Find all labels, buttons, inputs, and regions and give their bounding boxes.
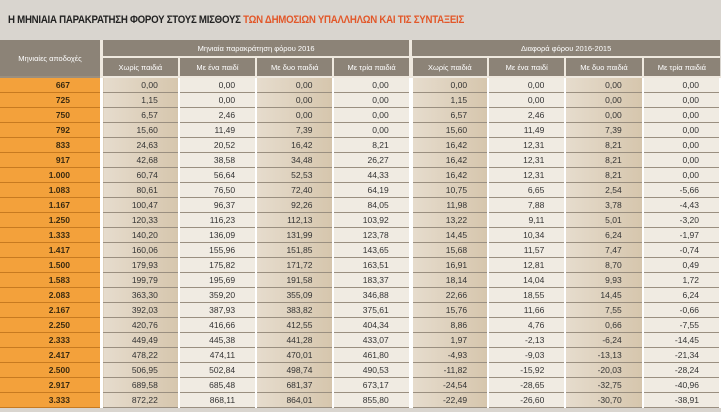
table-row xyxy=(0,183,720,198)
value-cell: 11,98 xyxy=(411,198,488,213)
value-cell: 112,13 xyxy=(256,213,333,228)
value-cell: -22,49 xyxy=(411,393,488,408)
income-cell: 792 xyxy=(0,123,102,138)
value-cell: 0,00 xyxy=(179,77,256,93)
value-cell: -24,54 xyxy=(411,378,488,393)
column-header: Με τρία παιδιά xyxy=(643,57,720,77)
value-cell: 0,00 xyxy=(179,93,256,108)
value-cell: 5,01 xyxy=(565,213,642,228)
value-cell: 116,23 xyxy=(179,213,256,228)
value-cell: 11,57 xyxy=(488,243,565,258)
value-cell: -4,93 xyxy=(411,348,488,363)
income-cell: 2.917 xyxy=(0,378,102,393)
value-cell: 12,31 xyxy=(488,168,565,183)
table-row xyxy=(0,348,720,363)
value-cell: 76,50 xyxy=(179,183,256,198)
income-cell: 3.333 xyxy=(0,393,102,408)
value-cell: -14,45 xyxy=(643,333,720,348)
value-cell: 441,28 xyxy=(256,333,333,348)
value-cell: 44,33 xyxy=(333,168,410,183)
value-cell: 22,66 xyxy=(411,288,488,303)
value-cell: 0,00 xyxy=(333,93,410,108)
value-cell: -6,24 xyxy=(565,333,642,348)
value-cell: -1,97 xyxy=(643,228,720,243)
table-row xyxy=(0,77,720,93)
value-cell: 0,00 xyxy=(256,93,333,108)
value-cell: 490,53 xyxy=(333,363,410,378)
value-cell: 363,30 xyxy=(102,288,179,303)
table-row xyxy=(0,198,720,213)
value-cell: 18,55 xyxy=(488,288,565,303)
value-cell: 420,76 xyxy=(102,318,179,333)
value-cell: 6,24 xyxy=(565,228,642,243)
value-cell: 175,82 xyxy=(179,258,256,273)
value-cell: 2,54 xyxy=(565,183,642,198)
value-cell: 18,14 xyxy=(411,273,488,288)
value-cell: -5,66 xyxy=(643,183,720,198)
value-cell: 16,42 xyxy=(411,168,488,183)
value-cell: 12,31 xyxy=(488,138,565,153)
value-cell: 1,15 xyxy=(102,93,179,108)
value-cell: 0,00 xyxy=(643,168,720,183)
value-cell: 160,06 xyxy=(102,243,179,258)
value-cell: 474,11 xyxy=(179,348,256,363)
value-cell: 470,01 xyxy=(256,348,333,363)
value-cell: 0,00 xyxy=(565,108,642,123)
column-header: Με ένα παιδί xyxy=(179,57,256,77)
value-cell: 56,64 xyxy=(179,168,256,183)
value-cell: 16,42 xyxy=(256,138,333,153)
table-row xyxy=(0,303,720,318)
column-header: Χωρίς παιδιά xyxy=(102,57,179,77)
value-cell: 10,75 xyxy=(411,183,488,198)
value-cell: 0,00 xyxy=(488,93,565,108)
value-cell: 0,00 xyxy=(565,77,642,93)
table-row xyxy=(0,93,720,108)
value-cell: 136,09 xyxy=(179,228,256,243)
value-cell: 387,93 xyxy=(179,303,256,318)
value-cell: 155,96 xyxy=(179,243,256,258)
value-cell: 392,03 xyxy=(102,303,179,318)
value-cell: 412,55 xyxy=(256,318,333,333)
value-cell: 0,00 xyxy=(643,93,720,108)
value-cell: 7,88 xyxy=(488,198,565,213)
value-cell: -32,75 xyxy=(565,378,642,393)
table-row xyxy=(0,318,720,333)
value-cell: 3,78 xyxy=(565,198,642,213)
value-cell: 0,00 xyxy=(565,93,642,108)
value-cell: 359,20 xyxy=(179,288,256,303)
value-cell: 2,46 xyxy=(488,108,565,123)
value-cell: 0,00 xyxy=(333,77,410,93)
value-cell: 689,58 xyxy=(102,378,179,393)
value-cell: 445,38 xyxy=(179,333,256,348)
value-cell: 1,15 xyxy=(411,93,488,108)
value-cell: 506,95 xyxy=(102,363,179,378)
income-cell: 1.083 xyxy=(0,183,102,198)
value-cell: 96,37 xyxy=(179,198,256,213)
group-header-diff: Διαφορά φόρου 2016-2015 xyxy=(411,40,720,57)
value-cell: 183,37 xyxy=(333,273,410,288)
value-cell: -26,60 xyxy=(488,393,565,408)
column-header: Με τρία παιδιά xyxy=(333,57,410,77)
value-cell: 0,00 xyxy=(333,108,410,123)
value-cell: 0,00 xyxy=(643,77,720,93)
value-cell: 1,72 xyxy=(643,273,720,288)
value-cell: 191,58 xyxy=(256,273,333,288)
income-cell: 1.500 xyxy=(0,258,102,273)
value-cell: 681,37 xyxy=(256,378,333,393)
value-cell: 14,45 xyxy=(565,288,642,303)
value-cell: 4,76 xyxy=(488,318,565,333)
value-cell: 42,68 xyxy=(102,153,179,168)
table-row xyxy=(0,288,720,303)
value-cell: 64,19 xyxy=(333,183,410,198)
value-cell: 449,49 xyxy=(102,333,179,348)
income-cell: 2.333 xyxy=(0,333,102,348)
income-cell: 667 xyxy=(0,77,102,93)
value-cell: 171,72 xyxy=(256,258,333,273)
value-cell: 10,34 xyxy=(488,228,565,243)
table-title xyxy=(8,14,464,26)
value-cell: 143,65 xyxy=(333,243,410,258)
table-row xyxy=(0,108,720,123)
value-cell: 478,22 xyxy=(102,348,179,363)
value-cell: -15,92 xyxy=(488,363,565,378)
income-cell: 1.583 xyxy=(0,273,102,288)
value-cell: 0,00 xyxy=(643,108,720,123)
value-cell: 1,97 xyxy=(411,333,488,348)
table-row xyxy=(0,258,720,273)
value-cell: 15,68 xyxy=(411,243,488,258)
value-cell: -2,13 xyxy=(488,333,565,348)
value-cell: 9,11 xyxy=(488,213,565,228)
value-cell: 502,84 xyxy=(179,363,256,378)
value-cell: 433,07 xyxy=(333,333,410,348)
value-cell: -20,03 xyxy=(565,363,642,378)
value-cell: 7,47 xyxy=(565,243,642,258)
value-cell: 120,33 xyxy=(102,213,179,228)
table-row xyxy=(0,243,720,258)
value-cell: 0,00 xyxy=(256,77,333,93)
value-cell: 0,00 xyxy=(256,108,333,123)
value-cell: -38,91 xyxy=(643,393,720,408)
value-cell: 346,88 xyxy=(333,288,410,303)
value-cell: 11,66 xyxy=(488,303,565,318)
value-cell: 355,09 xyxy=(256,288,333,303)
value-cell: 0,00 xyxy=(643,123,720,138)
title-main: Η ΜΗΝΙΑΙΑ ΠΑΡΑΚΡΑΤΗΣΗ ΦΟΡΟΥ ΣΤΟΥΣ ΜΙΣΘΟΥΣ xyxy=(8,14,241,26)
income-cell: 833 xyxy=(0,138,102,153)
value-cell: 6,24 xyxy=(643,288,720,303)
income-cell: 725 xyxy=(0,93,102,108)
value-cell: 20,52 xyxy=(179,138,256,153)
value-cell: 872,22 xyxy=(102,393,179,408)
title-accent: ΤΩΝ ΔΗΜΟΣΙΩΝ ΥΠΑΛΛΗΛΩΝ ΚΑΙ ΤΙΣ ΣΥΝΤΑΞΕΙΣ xyxy=(243,14,465,26)
value-cell: -21,34 xyxy=(643,348,720,363)
table-row xyxy=(0,273,720,288)
value-cell: 12,31 xyxy=(488,153,565,168)
value-cell: 140,20 xyxy=(102,228,179,243)
value-cell: 92,26 xyxy=(256,198,333,213)
income-cell: 1.250 xyxy=(0,213,102,228)
value-cell: 0,49 xyxy=(643,258,720,273)
value-cell: 383,82 xyxy=(256,303,333,318)
value-cell: 461,80 xyxy=(333,348,410,363)
value-cell: -28,24 xyxy=(643,363,720,378)
income-cell: 2.083 xyxy=(0,288,102,303)
value-cell: 0,66 xyxy=(565,318,642,333)
column-header: Με ένα παιδί xyxy=(488,57,565,77)
value-cell: -4,43 xyxy=(643,198,720,213)
table-row xyxy=(0,378,720,393)
value-cell: -30,70 xyxy=(565,393,642,408)
table-row xyxy=(0,228,720,243)
value-cell: 8,21 xyxy=(565,153,642,168)
value-cell: -0,66 xyxy=(643,303,720,318)
income-cell: 2.417 xyxy=(0,348,102,363)
value-cell: 11,49 xyxy=(179,123,256,138)
income-cell: 1.000 xyxy=(0,168,102,183)
income-cell: 1.417 xyxy=(0,243,102,258)
value-cell: -0,74 xyxy=(643,243,720,258)
value-cell: 163,51 xyxy=(333,258,410,273)
column-header: Με δυο παιδιά xyxy=(256,57,333,77)
value-cell: 151,85 xyxy=(256,243,333,258)
value-cell: 0,00 xyxy=(411,77,488,93)
value-cell: -7,55 xyxy=(643,318,720,333)
value-cell: 673,17 xyxy=(333,378,410,393)
value-cell: 195,69 xyxy=(179,273,256,288)
value-cell: 416,66 xyxy=(179,318,256,333)
table-row xyxy=(0,168,720,183)
value-cell: 100,47 xyxy=(102,198,179,213)
value-cell: 14,04 xyxy=(488,273,565,288)
value-cell: 0,00 xyxy=(643,138,720,153)
group-header-2016: Μηνιαία παρακράτηση φόρου 2016 xyxy=(102,40,411,57)
value-cell: 34,48 xyxy=(256,153,333,168)
value-cell: 7,55 xyxy=(565,303,642,318)
value-cell: 8,70 xyxy=(565,258,642,273)
value-cell: 6,57 xyxy=(411,108,488,123)
income-cell: 917 xyxy=(0,153,102,168)
value-cell: 84,05 xyxy=(333,198,410,213)
value-cell: 7,39 xyxy=(565,123,642,138)
table-row xyxy=(0,213,720,228)
value-cell: 864,01 xyxy=(256,393,333,408)
value-cell: 404,34 xyxy=(333,318,410,333)
value-cell: 60,74 xyxy=(102,168,179,183)
value-cell: 24,63 xyxy=(102,138,179,153)
value-cell: 8,21 xyxy=(565,168,642,183)
value-cell: 12,81 xyxy=(488,258,565,273)
column-header: Χωρίς παιδιά xyxy=(411,57,488,77)
value-cell: 14,45 xyxy=(411,228,488,243)
value-cell: 0,00 xyxy=(488,77,565,93)
income-cell: 2.500 xyxy=(0,363,102,378)
value-cell: -3,20 xyxy=(643,213,720,228)
value-cell: 38,58 xyxy=(179,153,256,168)
value-cell: 685,48 xyxy=(179,378,256,393)
value-cell: 6,57 xyxy=(102,108,179,123)
value-cell: 11,49 xyxy=(488,123,565,138)
value-cell: 8,21 xyxy=(333,138,410,153)
table-row xyxy=(0,393,720,408)
income-cell: 1.167 xyxy=(0,198,102,213)
value-cell: 26,27 xyxy=(333,153,410,168)
value-cell: 498,74 xyxy=(256,363,333,378)
table-row xyxy=(0,138,720,153)
value-cell: 0,00 xyxy=(643,153,720,168)
value-cell: 131,99 xyxy=(256,228,333,243)
table-row xyxy=(0,333,720,348)
income-cell: 2.250 xyxy=(0,318,102,333)
tax-table xyxy=(0,40,721,408)
value-cell: 15,60 xyxy=(411,123,488,138)
value-cell: 855,80 xyxy=(333,393,410,408)
value-cell: 15,60 xyxy=(102,123,179,138)
value-cell: -13,13 xyxy=(565,348,642,363)
value-cell: -9,03 xyxy=(488,348,565,363)
value-cell: 103,92 xyxy=(333,213,410,228)
value-cell: 15,76 xyxy=(411,303,488,318)
value-cell: 16,42 xyxy=(411,138,488,153)
income-cell: 2.167 xyxy=(0,303,102,318)
table-row xyxy=(0,363,720,378)
value-cell: 16,91 xyxy=(411,258,488,273)
value-cell: 13,22 xyxy=(411,213,488,228)
income-header: Μηνιαίες αποδοχές xyxy=(0,40,102,77)
value-cell: -11,82 xyxy=(411,363,488,378)
value-cell: 2,46 xyxy=(179,108,256,123)
value-cell: 0,00 xyxy=(333,123,410,138)
income-cell: 750 xyxy=(0,108,102,123)
table-row xyxy=(0,153,720,168)
value-cell: 7,39 xyxy=(256,123,333,138)
value-cell: 52,53 xyxy=(256,168,333,183)
value-cell: 6,65 xyxy=(488,183,565,198)
value-cell: 72,40 xyxy=(256,183,333,198)
value-cell: 16,42 xyxy=(411,153,488,168)
value-cell: 80,61 xyxy=(102,183,179,198)
value-cell: 8,86 xyxy=(411,318,488,333)
value-cell: 8,21 xyxy=(565,138,642,153)
value-cell: 375,61 xyxy=(333,303,410,318)
value-cell: 9,93 xyxy=(565,273,642,288)
value-cell: 199,79 xyxy=(102,273,179,288)
value-cell: 123,78 xyxy=(333,228,410,243)
value-cell: -40,96 xyxy=(643,378,720,393)
value-cell: 179,93 xyxy=(102,258,179,273)
value-cell: 0,00 xyxy=(102,77,179,93)
value-cell: -28,65 xyxy=(488,378,565,393)
column-header: Με δυο παιδιά xyxy=(565,57,642,77)
value-cell: 868,11 xyxy=(179,393,256,408)
table-row xyxy=(0,123,720,138)
income-cell: 1.333 xyxy=(0,228,102,243)
